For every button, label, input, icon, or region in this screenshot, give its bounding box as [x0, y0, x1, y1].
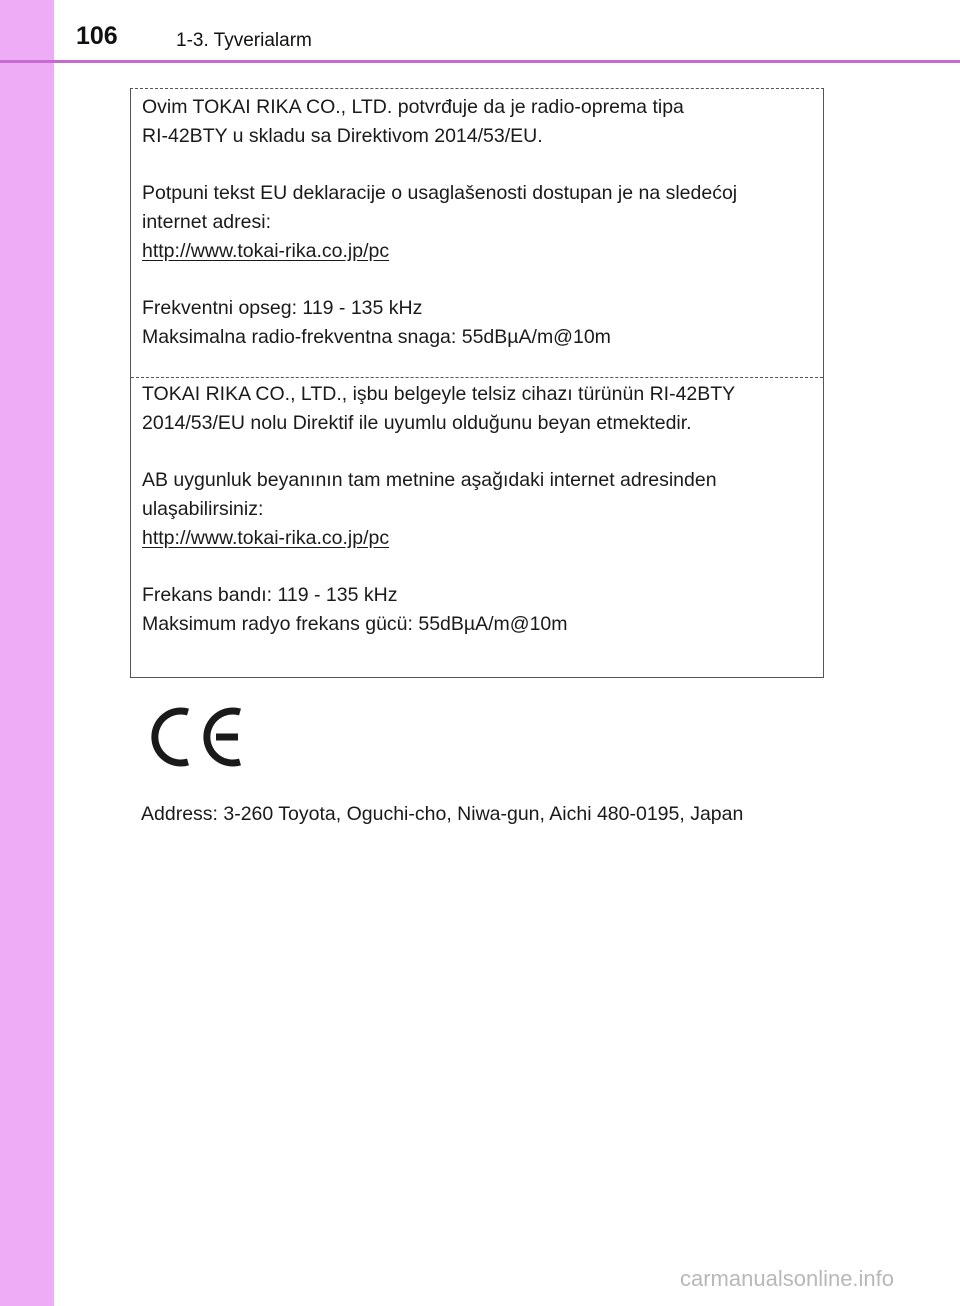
turkish-declaration — [142, 380, 812, 639]
page-number: 106 — [76, 22, 118, 50]
turkish-link[interactable]: http://www.tokai-rika.co.jp/pc — [142, 527, 390, 549]
ce-mark-icon — [150, 702, 246, 772]
site-watermark: carmanualsonline.info — [680, 1266, 895, 1291]
declaration-box — [130, 88, 824, 678]
turkish-line-4: ulaşabilirsiniz: — [142, 498, 264, 520]
serbian-line-2: RI-42BTY u skladu sa Direktivom 2014/53/EU. — [142, 125, 543, 147]
serbian-line-4: internet adresi: — [142, 211, 271, 233]
serbian-link[interactable]: http://www.tokai-rika.co.jp/pc — [142, 240, 390, 262]
section-title: 1-3. Tyverialarm — [176, 30, 312, 51]
header-rule — [0, 60, 960, 63]
serbian-line-3: Potpuni tekst EU deklaracije o usaglašenosti dostupan je na sledećoj — [142, 182, 738, 204]
manufacturer-address: Address: 3-260 Toyota, Oguchi-cho, Niwa-gun, Aichi 480-0195, Japan — [141, 803, 744, 825]
section-divider — [131, 377, 823, 378]
serbian-declaration — [142, 93, 812, 352]
turkish-power: Maksimum radyo frekans gücü: 55dBµA/m@10m — [142, 613, 568, 635]
chapter-side-tab — [0, 0, 54, 1306]
turkish-frequency: Frekans bandı: 119 - 135 kHz — [142, 584, 398, 606]
turkish-line-3: AB uygunluk beyanının tam metnine aşağıdaki internet adresinden — [142, 469, 717, 491]
turkish-line-1: TOKAI RIKA CO., LTD., işbu belgeyle telsiz cihazı türünün RI-42BTY — [142, 383, 736, 405]
serbian-power: Maksimalna radio-frekventna snaga: 55dBµA/m@10m — [142, 326, 611, 348]
serbian-frequency: Frekventni opseg: 119 - 135 kHz — [142, 297, 423, 319]
serbian-line-1: Ovim TOKAI RIKA CO., LTD. potvrđuje da je radio-oprema tipa — [142, 96, 684, 118]
turkish-line-2: 2014/53/EU nolu Direktif ile uyumlu olduğunu beyan etmektedir. — [142, 412, 692, 434]
